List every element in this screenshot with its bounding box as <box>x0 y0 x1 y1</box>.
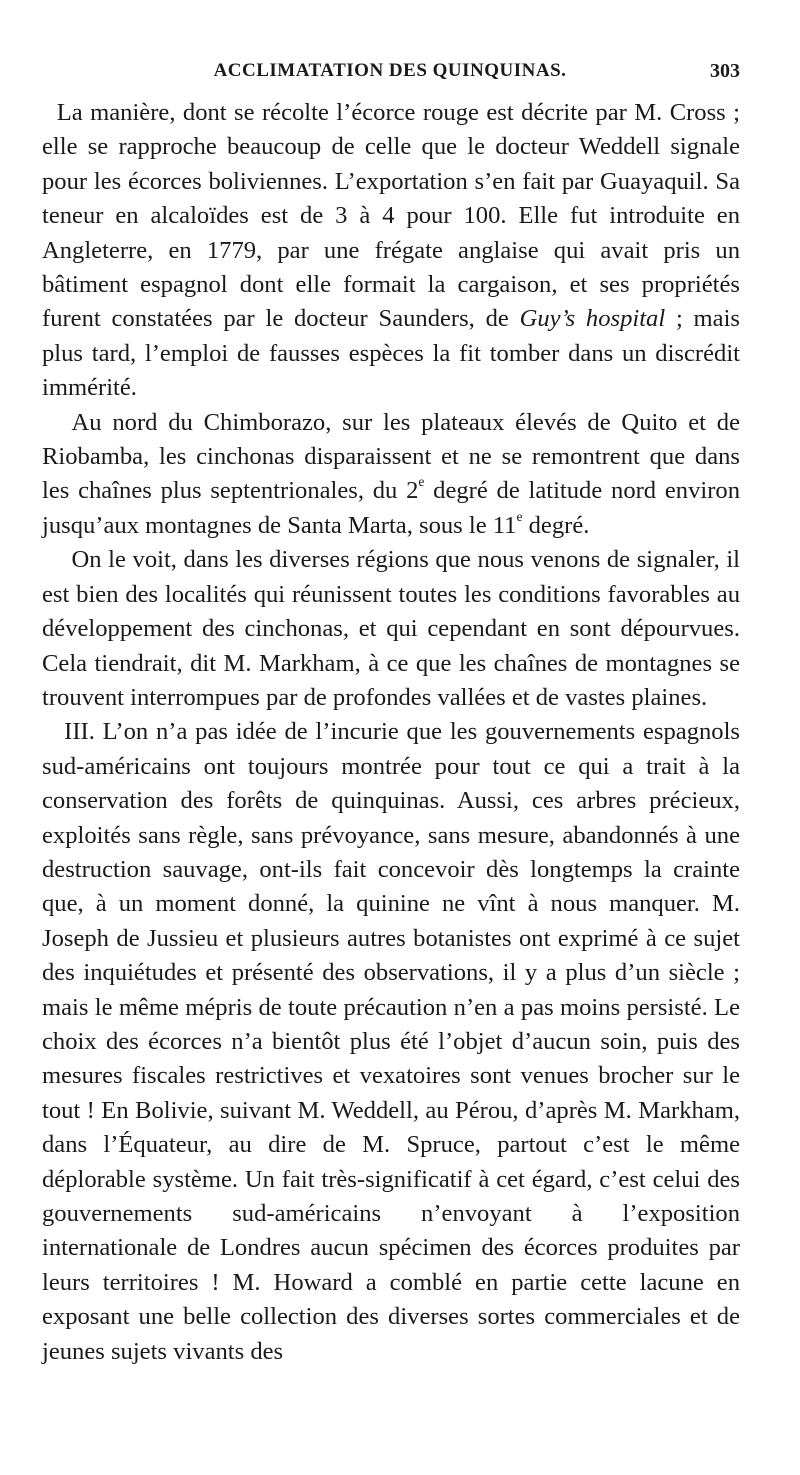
paragraph-3: On le voit, dans les diverses régions que nous venons de signaler, il est bien des localités qui réunissent toutes les conditions favorables au développement des cinchonas, et qui cependant en sont dépourvues. Cela tiendrait, dit M. Markham, à ce que les chaînes de montagnes se trouvent interrompues par de profondes vallées et de vastes plaines. <box>42 546 740 711</box>
page-header <box>40 60 740 90</box>
paragraph-1-text-b: ; mais plus tard, l’emploi de fausses espèces la fit tomber dans un discrédit immérité. <box>42 305 740 402</box>
paragraph-2-text-a: Au nord du Chimborazo, sur les plateaux élevés de Quito et de Riobamba, les cinchonas disparaissent et ne se remontrent que dans les chaînes plus septentrionales, du 2 <box>42 408 740 505</box>
running-title: ACCLIMATATION DES QUINQUINAS. <box>213 60 567 81</box>
page-number: 303 <box>710 60 740 82</box>
ordinal-superscript: e <box>418 474 425 490</box>
ordinal-superscript: e <box>516 508 523 524</box>
body-text <box>42 96 740 1369</box>
paragraph-4: III. L’on n’a pas idée de l’incurie que les gouvernements espagnols sud-américains ont toujours montrée pour tout ce qui a trait à la conservation des forêts de quinquinas. Aussi, ces arbres précieux, exploités sans règle, sans prévoyance, sans mesure, abandonnés à une destruction sauvage, ont-ils fait concevoir dès longtemps la crainte que, à un moment donné, la quinine ne vînt à nous manquer. M. Joseph de Jussieu et plusieurs autres botanistes ont exprimé à ce sujet des inquiétudes et présenté des observations, il y a plus d’un siècle ; mais le même mépris de toute précaution n’en a pas moins persisté. Le choix des écorces n’a bientôt plus été l’objet d’aucun soin, puis des mesures fiscales restrictives et vexatoires sont venues brocher sur le tout ! En Bolivie, suivant M. Weddell, au Pérou, d’après M. Markham, dans l’Équateur, au dire de M. Spruce, partout c’est le même déplorable système. Un fait très-significatif à cet égard, c’est celui des gouvernements sud-américains n’envoyant à l’exposition internationale de Londres aucun spécimen des écorces produites par leurs territoires ! M. Howard a comblé en partie cette lacune en exposant une belle collection des diverses sortes commerciales et de jeunes sujets vivants des <box>42 718 740 1365</box>
paragraph-2-text-c: degré. <box>522 511 590 539</box>
italic-title: Guy’s hospital <box>519 305 666 333</box>
paragraph-1 <box>42 96 740 406</box>
paragraph-2-text-b: degré de latitude nord environ jusqu’aux montagnes de Santa Marta, sous le 11 <box>42 477 740 539</box>
paragraph-2 <box>42 406 740 544</box>
paragraph-1-text-a: La manière, dont se récolte l’écorce rouge est décrite par M. Cross ; elle se rapproche beaucoup de celle que le docteur Weddell signale pour les écorces boliviennes. L’exportation s’en fait par Guayaquil. Sa teneur en alcaloïdes est de 3 à 4 pour 100. Elle fut introduite en Angleterre, en 1779, par une frégate anglaise qui avait pris un bâtiment espagnol dont elle formait la cargaison, et ses propriétés furent constatées par le docteur Saunders, de <box>42 99 740 333</box>
